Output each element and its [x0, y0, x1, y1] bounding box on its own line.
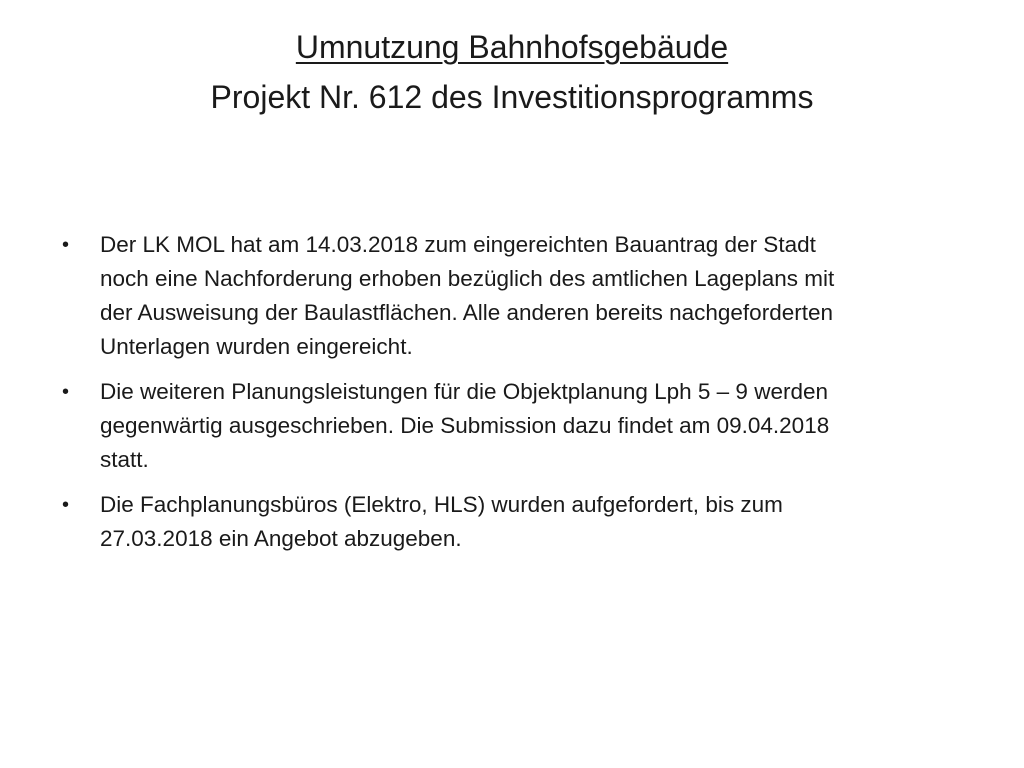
bullet-item-2	[62, 375, 962, 477]
slide-subtitle: Projekt Nr. 612 des Investitionsprogramms	[210, 79, 814, 115]
bullet-text-line: Die Fachplanungsbüros (Elektro, HLS) wurden aufgefordert, bis zum	[100, 492, 783, 517]
bullet-list	[62, 228, 962, 567]
bullet-text-line: der Ausweisung der Baulastflächen. Alle anderen bereits nachgeforderten	[100, 300, 833, 325]
bullet-text-line: statt.	[100, 447, 149, 472]
slide-title: Umnutzung Bahnhofsgebäude	[295, 29, 729, 65]
bullet-icon: •	[62, 234, 70, 256]
bullet-text-line: noch eine Nachforderung erhoben bezüglich des amtlichen Lageplans mit	[100, 266, 835, 291]
bullet-icon: •	[62, 494, 70, 516]
bullet-icon: •	[62, 381, 70, 403]
slide-title-block	[60, 22, 964, 122]
bullet-text-line: Unterlagen wurden eingereicht.	[100, 334, 413, 359]
bullet-text-line: Die weiteren Planungsleistungen für die Objektplanung Lph 5 – 9 werden	[100, 379, 828, 404]
bullet-item-1	[62, 228, 962, 364]
bullet-text-line: Der LK MOL hat am 14.03.2018 zum eingereichten Bauantrag der Stadt	[100, 232, 816, 257]
bullet-text-line: gegenwärtig ausgeschrieben. Die Submission dazu findet am 09.04.2018	[100, 413, 830, 438]
bullet-text-line: 27.03.2018 ein Angebot abzugeben.	[100, 526, 462, 551]
bullet-item-3	[62, 488, 962, 556]
